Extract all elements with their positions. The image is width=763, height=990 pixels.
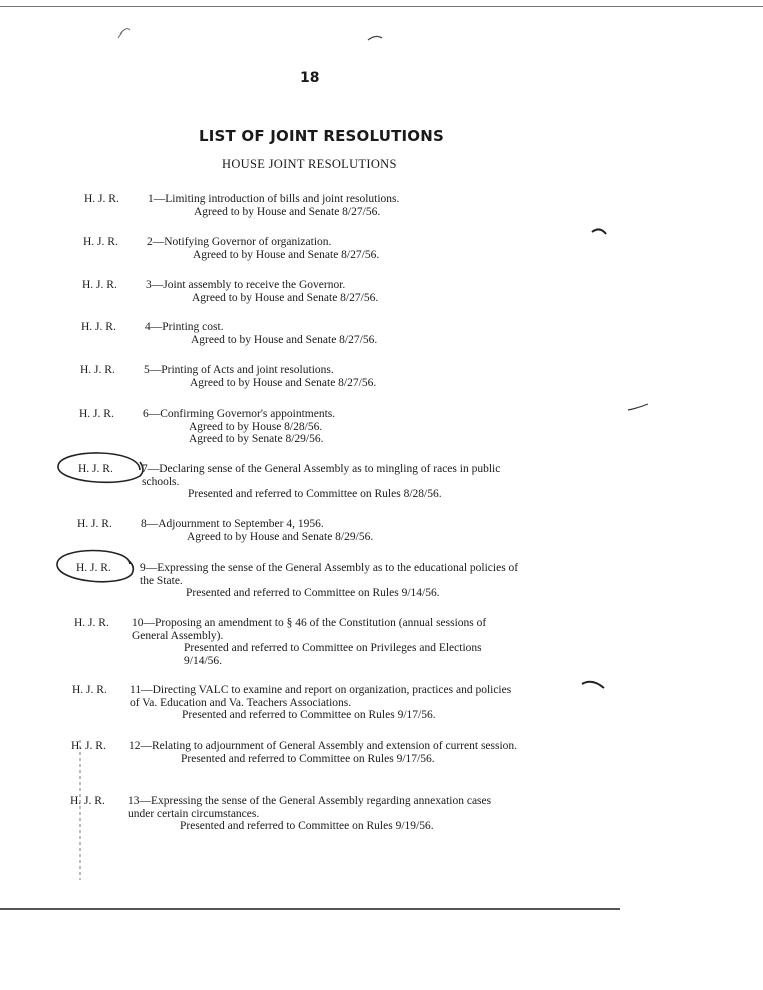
resolution-status: Agreed to by House and Senate 8/29/56. — [187, 530, 374, 543]
top-scribble-left — [118, 29, 130, 38]
resolution-title: Relating to adjournment of General Assembly and extension of current session. — [152, 740, 518, 752]
resolution-status: Agreed to by Senate 8/29/56. — [189, 433, 324, 445]
resolution-number: 11 — [130, 684, 142, 696]
resolution-status: Agreed to by House and Senate 8/27/56. — [190, 376, 377, 389]
resolution-number: 1 — [148, 193, 154, 205]
resolution-code: H. J. R. — [76, 562, 111, 574]
resolution-number: 10 — [132, 617, 144, 629]
resolution-title: Notifying Governor of organization. — [164, 236, 332, 248]
resolution-title: Expressing the sense of the General Assembly as to the educational policies of the State. — [140, 562, 519, 587]
resolution-title: Directing VALC to examine and report on organization, practices and policies of Va. Education and Va. Teachers Associations. — [130, 684, 512, 709]
resolution-number: 7 — [142, 463, 148, 475]
resolution-number: 8 — [141, 518, 147, 530]
resolution-number: 2 — [147, 236, 153, 248]
resolution-status: Agreed to by House and Senate 8/27/56. — [193, 248, 380, 261]
resolution-number: 4 — [145, 321, 151, 333]
resolution-title: Printing of Acts and joint resolutions. — [161, 364, 334, 376]
resolution-code: H. J. R. — [83, 236, 118, 248]
resolution-status: Presented and referred to Committee on Privileges and Elections 9/14/56. — [184, 642, 482, 667]
right-margin-mark-3 — [582, 682, 604, 688]
resolution-number: 12 — [129, 740, 141, 752]
resolution-code: H. J. R. — [74, 617, 109, 629]
resolution-code: H. J. R. — [72, 684, 107, 696]
resolution-title: Printing cost. — [162, 321, 224, 333]
resolution-status: Agreed to by House and Senate 8/27/56. — [191, 333, 378, 346]
resolution-code: H. J. R. — [84, 193, 119, 205]
resolution-status: Agreed to by House and Senate 8/27/56. — [192, 291, 379, 304]
resolution-title: Proposing an amendment to § 46 of the Constitution (annual sessions of General Assembly). — [132, 617, 487, 642]
resolution-code: H. J. R. — [71, 740, 106, 752]
resolution-status: Presented and referred to Committee on Rules 9/19/56. — [180, 820, 434, 832]
resolution-title: Adjournment to September 4, 1956. — [158, 518, 324, 530]
page-number: 18 — [300, 70, 320, 86]
section-subtitle: HOUSE JOINT RESOLUTIONS — [222, 157, 397, 171]
resolution-code: H. J. R. — [78, 463, 113, 475]
resolution-status: Agreed to by House 8/28/56. — [189, 420, 323, 433]
resolution-number: 13 — [128, 795, 140, 807]
resolution-title: Limiting introduction of bills and joint resolutions. — [165, 193, 400, 205]
page-title: LIST OF JOINT RESOLUTIONS — [199, 127, 445, 145]
resolution-title: Confirming Governor's appointments. — [160, 408, 336, 420]
resolution-code: H. J. R. — [80, 364, 115, 376]
right-margin-mark-1 — [592, 229, 606, 234]
resolution-title: Joint assembly to receive the Governor. — [163, 279, 346, 291]
resolution-number: 9 — [140, 562, 146, 574]
resolution-code: H. J. R. — [79, 408, 114, 420]
resolution-code: H. J. R. — [70, 795, 105, 807]
resolution-number: 3 — [146, 279, 152, 291]
top-scribble-center — [368, 36, 382, 40]
resolution-status: Presented and referred to Committee on Rules 9/17/56. — [182, 709, 436, 721]
bottom-scan-edge — [0, 908, 620, 910]
top-scan-edge — [0, 6, 763, 7]
resolution-code: H. J. R. — [77, 518, 112, 530]
resolution-status: Presented and referred to Committee on Rules 9/17/56. — [181, 752, 435, 765]
resolution-title: Declaring sense of the General Assembly as to mingling of races in public schools. — [142, 463, 501, 488]
resolution-status: Presented and referred to Committee on Rules 8/28/56. — [188, 488, 442, 500]
resolution-code: H. J. R. — [81, 321, 116, 333]
resolution-number: 5 — [144, 364, 150, 376]
resolution-status: Presented and referred to Committee on Rules 9/14/56. — [186, 587, 440, 599]
resolution-number: 6 — [143, 408, 149, 420]
resolution-status: Agreed to by House and Senate 8/27/56. — [194, 205, 381, 218]
right-margin-mark-2 — [628, 404, 648, 410]
resolution-code: H. J. R. — [82, 279, 117, 291]
resolution-title: Expressing the sense of the General Assembly regarding annexation cases under certain circumstances. — [128, 795, 492, 820]
